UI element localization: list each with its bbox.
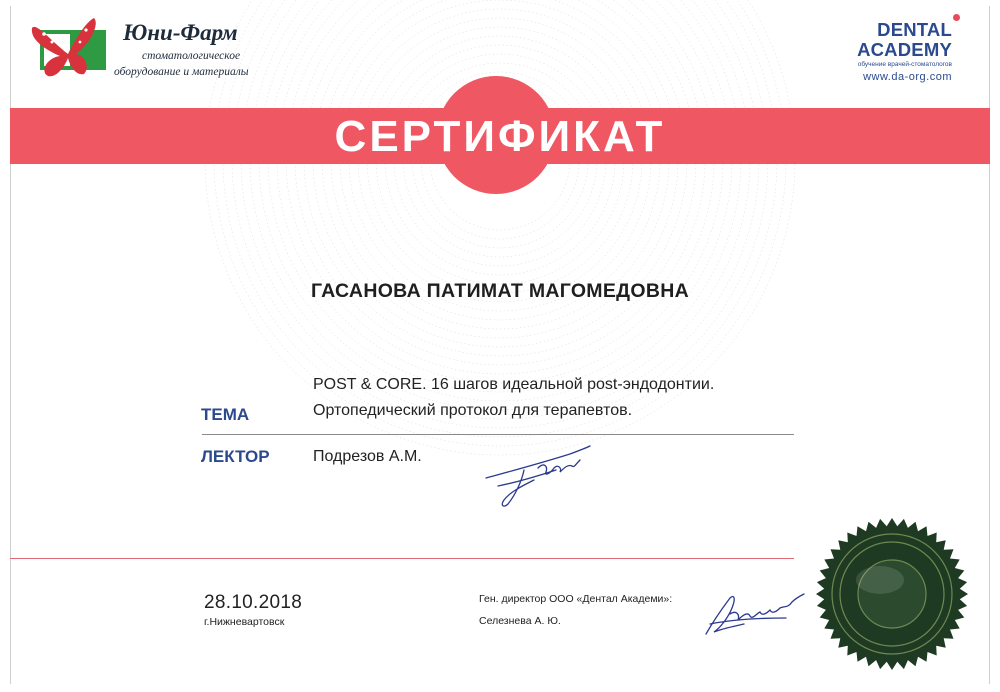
uni-farm-logo [30, 14, 260, 84]
issue-date: 28.10.2018 [204, 592, 303, 613]
director-title: Ген. директор ООО «Дентал Академи»: [479, 593, 673, 605]
logo-name: Юни-Фарм [123, 20, 238, 45]
gold-seal-icon [812, 514, 972, 674]
dental-academy-logo [812, 20, 952, 83]
certificate-title: СЕРТИФИКАТ [334, 112, 666, 161]
topic-label: ТЕМА [201, 405, 250, 424]
recipient-name: ГАСАНОВА ПАТИМАТ МАГОМЕДОВНА [311, 280, 689, 302]
topic-text-line-2: Ортопедический протокол для терапевтов. [313, 402, 633, 419]
logo-line-1: DENTAL [877, 19, 952, 40]
butterfly-logo-icon [30, 14, 112, 82]
topic-divider [202, 434, 794, 435]
lecturer-name: Подрезов А.М. [313, 448, 422, 465]
footer-divider [10, 558, 794, 559]
lecturer-signature-icon [478, 440, 598, 510]
lecturer-label: ЛЕКТОР [201, 447, 270, 466]
issue-city: г.Нижневартовск [204, 616, 285, 628]
director-signature-icon [700, 584, 810, 646]
logo-subtitle-2: оборудование и материалы [114, 66, 249, 78]
logo-url: www.da-org.com [863, 71, 952, 83]
logo-tagline: обучение врачей-стоматологов [857, 61, 952, 68]
topic-text-line-1: POST & CORE. 16 шагов идеальной post-эндодонтии. [313, 376, 715, 393]
logo-subtitle-1: стоматологическое [142, 50, 241, 62]
logo-line-2: ACADEMY [857, 39, 952, 60]
director-name: Селезнева А. Ю. [479, 615, 561, 627]
logo-dot-icon [953, 14, 960, 21]
